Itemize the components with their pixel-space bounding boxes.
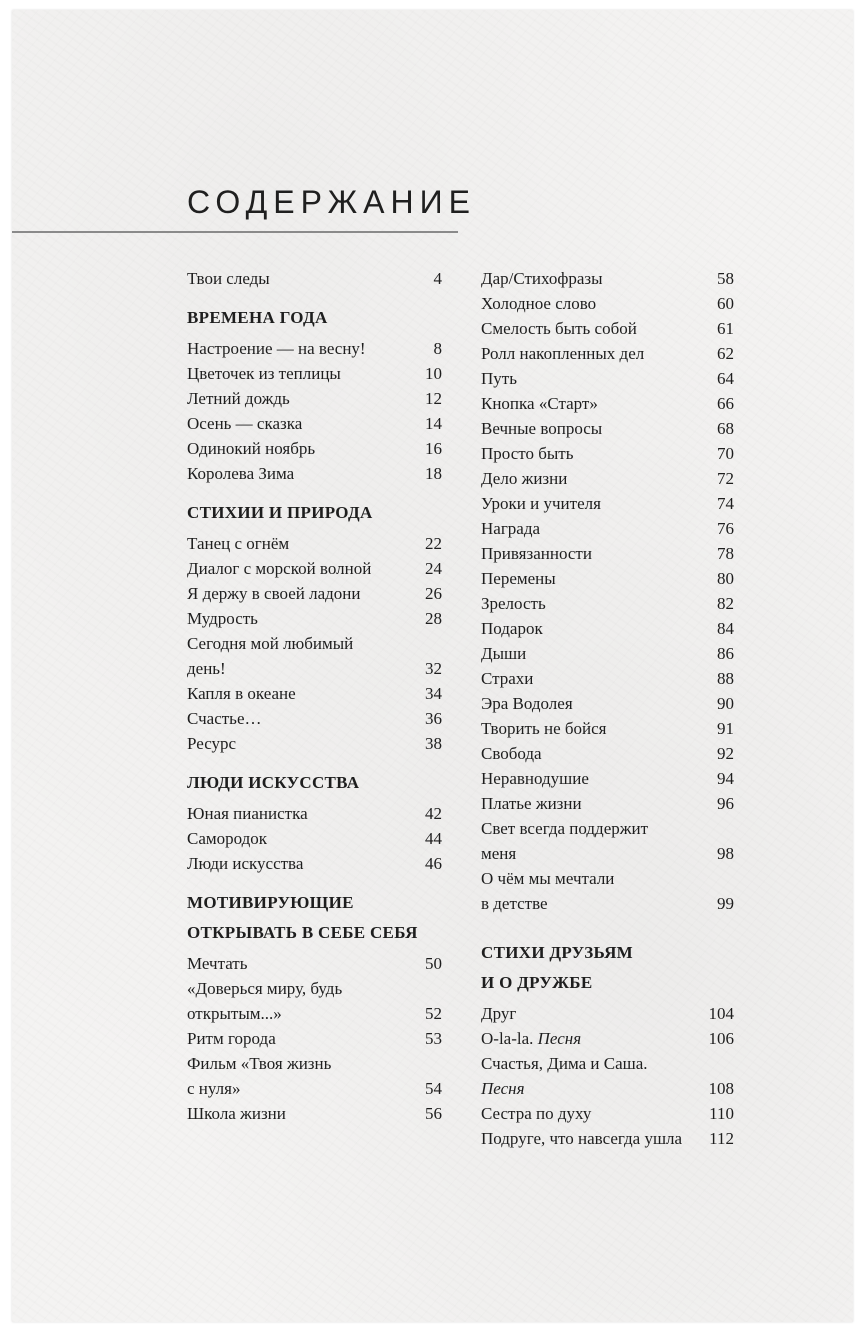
toc-entry-title: Вечные вопросы (481, 419, 603, 438)
toc-entry[interactable] (187, 336, 442, 361)
toc-entry[interactable] (187, 531, 442, 556)
toc-entry-title: Капля в океане (187, 684, 296, 703)
toc-entry-page: 8 (433, 339, 442, 358)
toc-entry[interactable] (187, 436, 442, 461)
toc-entry-page: 10 (425, 364, 442, 383)
toc-entry-title: меня (481, 844, 517, 863)
toc-entry-page: 99 (717, 894, 734, 913)
toc-entry[interactable] (481, 566, 734, 591)
toc-entry-title: Путь (481, 369, 517, 388)
toc-entry[interactable] (187, 411, 442, 436)
toc-entry-title: Самородок (187, 829, 268, 848)
toc-entry-page: 84 (717, 619, 734, 638)
toc-entry-title: Дело жизни (481, 469, 568, 488)
toc-entry-page: 70 (717, 444, 734, 463)
toc-entry[interactable] (481, 1026, 734, 1051)
toc-entry-page: 32 (425, 659, 442, 678)
toc-entry-title: Я держу в своей ладони (187, 584, 361, 603)
toc-entry-page: 52 (425, 1004, 442, 1023)
section-heading: СТИХИ ДРУЗЬЯМ (481, 943, 634, 962)
toc-entry-page: 36 (425, 709, 442, 728)
toc-entry[interactable] (187, 556, 442, 581)
toc-entry-title: Танец с огнём (187, 534, 290, 553)
toc-entry-page: 61 (717, 319, 734, 338)
toc-entry-title: Платье жизни (481, 794, 582, 813)
toc-entry[interactable] (187, 706, 442, 731)
toc-entry[interactable] (187, 631, 442, 656)
toc-entry-page: 72 (717, 469, 734, 488)
toc-entry[interactable] (481, 666, 734, 691)
toc-entry-page: 58 (717, 269, 734, 288)
toc-entry[interactable] (481, 766, 734, 791)
section-heading: МОТИВИРУЮЩИЕ (187, 893, 354, 912)
toc-entry[interactable] (481, 791, 734, 816)
toc-entry-title: Привязанности (481, 544, 592, 563)
toc-entry-title: Ролл накопленных дел (481, 344, 645, 363)
toc-entry[interactable] (187, 656, 442, 681)
toc-entry[interactable] (481, 416, 734, 441)
toc-entry-page: 112 (709, 1129, 734, 1148)
toc-entry[interactable] (187, 386, 442, 411)
toc-entry[interactable] (481, 441, 734, 466)
toc-entry-page: 46 (425, 854, 442, 873)
toc-entry-page: 38 (425, 734, 442, 753)
toc-entry-title: день! (187, 659, 226, 678)
toc-entry-title: Мечтать (187, 954, 248, 973)
toc-entry-page: 64 (717, 369, 734, 388)
toc-entry-subtitle: Песня (537, 1029, 582, 1048)
toc-entry[interactable] (187, 1076, 442, 1101)
toc-entry-title: Фильм «Твоя жизнь (187, 1054, 332, 1073)
section-heading: И О ДРУЖБЕ (481, 973, 593, 992)
toc-entry-title: Холодное слово (481, 294, 597, 313)
toc-entry-title: Дыши (481, 644, 527, 663)
toc-entry[interactable] (481, 341, 734, 366)
section-heading: ВРЕМЕНА ГОДА (187, 308, 328, 327)
toc-entry[interactable] (187, 581, 442, 606)
toc-entry[interactable] (481, 616, 734, 641)
toc-entry[interactable] (481, 366, 734, 391)
toc-entry[interactable] (187, 361, 442, 386)
toc-entry-page: 62 (717, 344, 734, 363)
toc-entry[interactable] (481, 716, 734, 741)
toc-entry-page: 44 (425, 829, 442, 848)
toc-entry-title: Диалог с морской волной (187, 559, 372, 578)
toc-entry-page: 50 (425, 954, 442, 973)
toc-entry[interactable] (187, 266, 442, 291)
toc-entry-title: Подруге, что навсегда ушла (481, 1129, 683, 1148)
toc-entry-page: 104 (708, 1004, 734, 1023)
toc-entry[interactable] (481, 516, 734, 541)
toc-entry[interactable] (481, 291, 734, 316)
toc-entry-title: Люди искусства (187, 854, 304, 873)
toc-entry-page: 16 (425, 439, 442, 458)
toc-entry[interactable] (187, 826, 442, 851)
toc-entry[interactable] (481, 741, 734, 766)
toc-entry-page: 88 (717, 669, 734, 688)
toc-entry-title: Счастья, Дима и Саша. (481, 1054, 648, 1073)
toc-entry-title: Счастье… (187, 709, 262, 728)
toc-entry-title: Страхи (481, 669, 534, 688)
toc-entry-page: 53 (425, 1029, 442, 1048)
toc-entry[interactable] (187, 976, 442, 1001)
toc-entry[interactable] (481, 466, 734, 491)
toc-entry-page: 26 (425, 584, 442, 603)
toc-entry-page: 66 (717, 394, 734, 413)
toc-entry[interactable] (187, 1001, 442, 1026)
toc-entry-title: Неравнодушие (481, 769, 589, 788)
toc-entry-title: Награда (481, 519, 541, 538)
toc-entry-title: Твои следы (187, 269, 270, 288)
toc-entry-page: 18 (425, 464, 442, 483)
page-title: СОДЕРЖАНИЕ (187, 184, 476, 220)
toc-entry-subtitle: Песня (481, 1079, 525, 1098)
toc-entry-page: 60 (717, 294, 734, 313)
toc-entry-title: Перемены (481, 569, 556, 588)
toc-entry-page: 82 (717, 594, 734, 613)
section-heading: ОТКРЫВАТЬ В СЕБЕ СЕБЯ (187, 923, 418, 942)
toc-entry-title: Одинокий ноябрь (187, 439, 316, 458)
toc-entry-title: Настроение — на весну! (187, 339, 366, 358)
toc-entry[interactable] (481, 1126, 734, 1151)
toc-entry-title: Просто быть (481, 444, 574, 463)
toc-entry-title: Сегодня мой любимый (187, 634, 354, 653)
toc-entry[interactable] (481, 1051, 734, 1076)
toc-entry-title: с нуля» (187, 1079, 241, 1098)
toc-entry-title (481, 1076, 705, 1101)
toc-entry-page: 28 (425, 609, 442, 628)
toc-entry-title: Юная пианистка (187, 804, 308, 823)
toc-entry-title: Подарок (481, 619, 543, 638)
toc-entry[interactable] (481, 641, 734, 666)
toc-entry-title: Дар/Стихофразы (481, 269, 603, 288)
toc-entry[interactable] (187, 681, 442, 706)
toc-entry[interactable] (481, 1001, 734, 1026)
toc-entry-page: 86 (717, 644, 734, 663)
toc-entry[interactable] (481, 591, 734, 616)
toc-entry[interactable] (481, 691, 734, 716)
toc-entry-page: 24 (425, 559, 442, 578)
toc-entry-title: «Доверься миру, будь (187, 979, 343, 998)
toc-entry-title: Друг (481, 1004, 517, 1023)
toc-entry-page: 90 (717, 694, 734, 713)
toc-entry-page: 80 (717, 569, 734, 588)
toc-entry[interactable] (481, 816, 734, 841)
toc-entry-page: 12 (425, 389, 442, 408)
toc-entry-page: 42 (425, 804, 442, 823)
toc-entry-page: 56 (425, 1104, 442, 1123)
toc-entry-title: Мудрость (187, 609, 258, 628)
toc-entry-title: Осень — сказка (187, 414, 303, 433)
toc-entry[interactable] (187, 1101, 442, 1126)
section-heading: ЛЮДИ ИСКУССТВА (187, 773, 360, 792)
title-rule (12, 231, 458, 233)
toc-entry[interactable] (481, 541, 734, 566)
toc-entry[interactable] (481, 316, 734, 341)
toc-entry-title: Свобода (481, 744, 542, 763)
toc-entry-title: Ритм города (187, 1029, 276, 1048)
toc-column-left (187, 266, 442, 1126)
toc-entry-page: 74 (717, 494, 734, 513)
toc-entry-title: Свет всегда поддержит (481, 819, 649, 838)
toc-entry-title-text: O-la-la. (481, 1029, 534, 1048)
toc-entry-title: Сестра по духу (481, 1104, 592, 1123)
toc-entry[interactable] (187, 1051, 442, 1076)
toc-entry[interactable] (187, 851, 442, 876)
toc-entry-page: 22 (425, 534, 442, 553)
toc-entry-page: 14 (425, 414, 442, 433)
toc-entry-title: О чём мы мечтали (481, 869, 615, 888)
toc-entry-title: Творить не бойся (481, 719, 607, 738)
toc-entry[interactable] (481, 841, 734, 866)
toc-entry[interactable] (481, 891, 734, 916)
section-heading: СТИХИИ И ПРИРОДА (187, 503, 373, 522)
toc-entry-page: 110 (709, 1104, 734, 1123)
toc-entry-page: 78 (717, 544, 734, 563)
toc-entry-page: 4 (433, 269, 442, 288)
toc-entry-page: 68 (717, 419, 734, 438)
toc-entry-page: 96 (717, 794, 734, 813)
toc-entry-title: Эра Водолея (481, 694, 573, 713)
toc-entry[interactable] (481, 1101, 734, 1126)
toc-entry-title: в детстве (481, 894, 548, 913)
toc-entry-page: 92 (717, 744, 734, 763)
toc-entry-title: Ресурс (187, 734, 237, 753)
toc-entry[interactable] (187, 731, 442, 756)
toc-entry-page: 106 (708, 1029, 734, 1048)
toc-entry-page: 94 (717, 769, 734, 788)
toc-entry-title: Летний дождь (187, 389, 290, 408)
toc-entry-page: 108 (708, 1079, 734, 1098)
toc-entry-title: Смелость быть собой (481, 319, 637, 338)
toc-entry-title: Кнопка «Старт» (481, 394, 598, 413)
toc-entry-page: 91 (717, 719, 734, 738)
toc-entry[interactable] (481, 266, 734, 291)
toc-entry[interactable] (187, 951, 442, 976)
toc-entry[interactable] (187, 606, 442, 631)
toc-entry-page: 98 (717, 844, 734, 863)
toc-entry-page: 34 (425, 684, 442, 703)
toc-entry[interactable] (187, 801, 442, 826)
toc-entry[interactable] (481, 866, 734, 891)
toc-entry-title: Зрелость (481, 594, 546, 613)
toc-entry[interactable] (187, 1026, 442, 1051)
toc-entry[interactable] (481, 1076, 734, 1101)
toc-entry-title: Уроки и учителя (481, 494, 601, 513)
toc-entry-title (481, 1026, 705, 1051)
toc-column-right (481, 266, 734, 1151)
toc-entry-title: Цветочек из теплицы (187, 364, 341, 383)
toc-entry-page: 76 (717, 519, 734, 538)
toc-entry-title: открытым...» (187, 1004, 282, 1023)
toc-entry-page: 54 (425, 1079, 442, 1098)
toc-entry[interactable] (481, 391, 734, 416)
toc-entry-title: Королева Зима (187, 464, 295, 483)
toc-entry[interactable] (481, 491, 734, 516)
toc-entry-title: Школа жизни (187, 1104, 286, 1123)
toc-entry[interactable] (187, 461, 442, 486)
